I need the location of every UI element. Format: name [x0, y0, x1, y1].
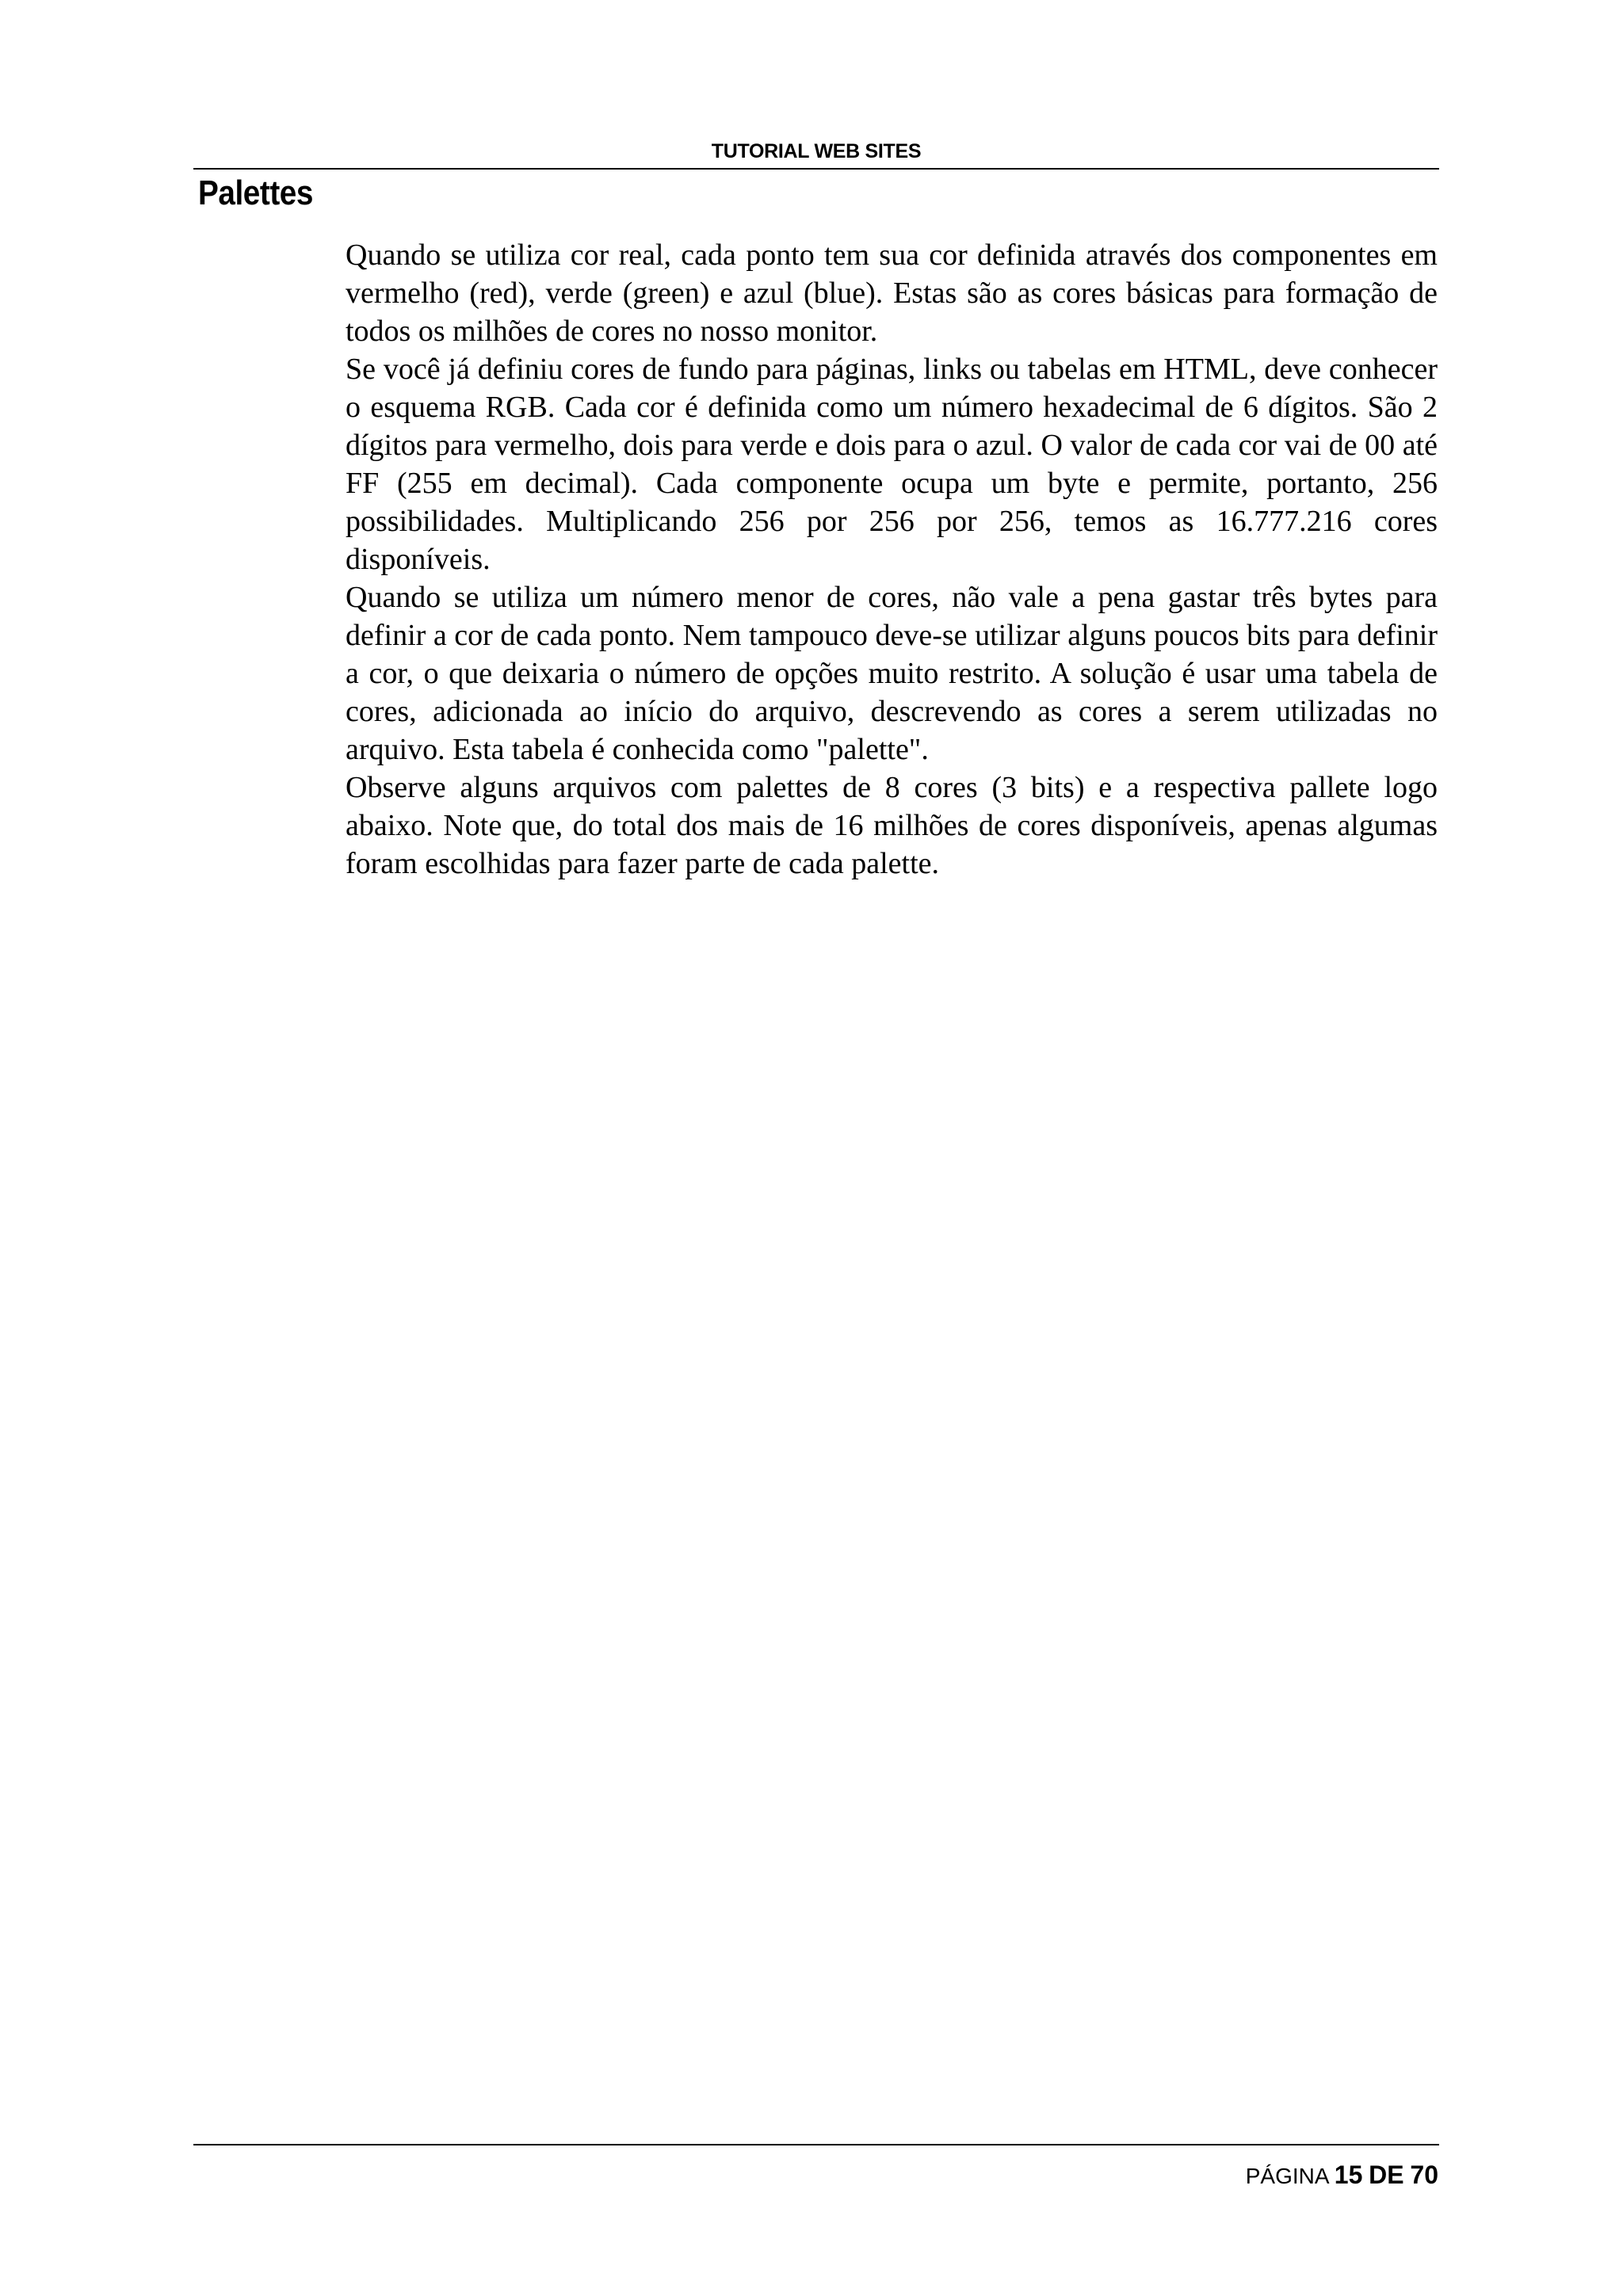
- footer-rule: [193, 2144, 1439, 2145]
- page-label: PÁGINA: [1245, 2164, 1329, 2188]
- paragraph-4: Observe alguns arquivos com palettes de 8 cores (3 bits) e a respectiva pallete logo abaixo. Note que, do total dos mais de 16 milhões de cores disponíveis, apenas algumas foram escolhidas para fazer parte de cada palette.: [346, 771, 1438, 880]
- paragraph-3: Quando se utiliza um número menor de cores, não vale a pena gastar três bytes para definir a cor de cada ponto. Nem tampouco deve-se utilizar alguns poucos bits para definir a cor, o que deixaria o número de opções muito restrito. A solução é usar uma tabela de cores, adicionada ao início do arquivo, descrevendo as cores a serem utilizadas no arquivo. Esta tabela é conhecida como "palette".: [346, 581, 1438, 766]
- running-header: TUTORIAL WEB SITES: [711, 140, 922, 162]
- page-current: 15: [1334, 2161, 1363, 2189]
- body-text: [346, 236, 1438, 883]
- header-rule: [193, 168, 1439, 170]
- page-total: 70: [1410, 2161, 1438, 2189]
- paragraph-2: Se você já definiu cores de fundo para páginas, links ou tabelas em HTML, deve conhecer o esquema RGB. Cada cor é definida como um número hexadecimal de 6 dígitos. São 2 dígitos para vermelho, dois para verde e dois para o azul. O valor de cada cor vai de 00 até FF (255 em decimal). Cada componente ocupa um byte e permite, portanto, 256 possibilidades. Multiplicando 256 por 256 por 256, temos as 16.777.216 cores disponíveis.: [346, 353, 1438, 576]
- section-title: Palettes: [198, 174, 313, 212]
- page-of: DE: [1369, 2161, 1404, 2189]
- paragraph-1: Quando se utiliza cor real, cada ponto tem sua cor definida através dos componentes em vermelho (red), verde (green) e azul (blue). Estas são as cores básicas para formação de todos os milhões de cores no nosso monitor.: [346, 238, 1438, 348]
- page-number: [1246, 2161, 1438, 2190]
